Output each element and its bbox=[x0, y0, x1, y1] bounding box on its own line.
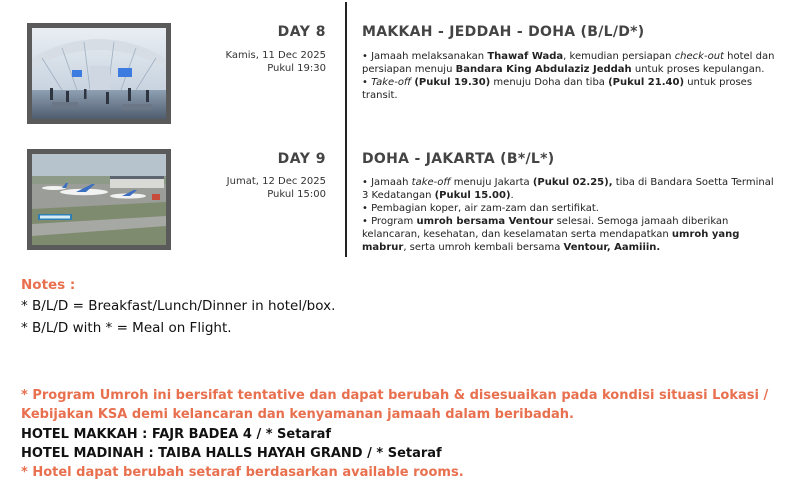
hotel-makkah: HOTEL MAKKAH : FAJR BADEA 4 / * Setaraf bbox=[21, 427, 332, 442]
column-divider bbox=[345, 2, 347, 257]
day-date: Jumat, 12 Dec 2025 bbox=[226, 176, 326, 187]
program-disclaimer: * Program Umroh ini bersifat tentative dan dapat berubah & disesuaikan pada kondisi situasi Lokasi / Kebijakan KSA demi kelancaran dan kenyamanan jamaah dalam beribadah. bbox=[21, 388, 769, 422]
day-date: Kamis, 11 Dec 2025 bbox=[225, 50, 326, 61]
airport-terminal-photo bbox=[27, 23, 171, 124]
note-line: * B/L/D with * = Meal on Flight. bbox=[21, 320, 232, 336]
airport-apron-image bbox=[32, 154, 166, 245]
hotel-note: * Hotel dapat berubah setaraf berdasarkan available rooms. bbox=[21, 465, 464, 480]
description-bullet: • Pembagian koper, air zam-zam dan sertifikat. bbox=[362, 203, 599, 214]
description-bullet: • Jamaah melaksanakan Thawaf Wada, kemudian persiapan check-out hotel dan persiapan menuju Bandara King Abdulaziz Jeddah untuk proses kepulangan. bbox=[362, 51, 775, 75]
day-time: Pukul 15:00 bbox=[267, 189, 326, 200]
description-bullet: • Take-off (Pukul 19.30) menuju Doha dan tiba (Pukul 21.40) untuk proses transit. bbox=[362, 77, 753, 101]
airport-terminal-image bbox=[32, 28, 166, 119]
day-time: Pukul 19:30 bbox=[267, 63, 326, 74]
description-bullet: • Jamaah take-off menuju Jakarta (Pukul 02.25), tiba di Bandara Soetta Terminal 3 Kedatangan (Pukul 15.00). bbox=[362, 177, 774, 201]
note-line: * B/L/D = Breakfast/Lunch/Dinner in hotel/box. bbox=[21, 298, 336, 314]
hotel-madinah: HOTEL MADINAH : TAIBA HALLS HAYAH GRAND / * Setaraf bbox=[21, 446, 442, 461]
description-bullet: • Program umroh bersama Ventour selesai. Semoga jamaah diberikan kelancaran, kesehatan, dan keselamatan serta mendapatkan umroh yang mabrur, serta umroh kembali bersama Ventour, Aamiiin. bbox=[362, 216, 740, 253]
airport-apron-photo bbox=[27, 149, 171, 250]
day-label: DAY 9 bbox=[277, 151, 326, 167]
notes-title: Notes : bbox=[21, 277, 76, 293]
day-description bbox=[362, 50, 782, 102]
route-title: MAKKAH - JEDDAH - DOHA (B/L/D*) bbox=[362, 24, 645, 40]
day-description bbox=[362, 176, 782, 254]
day-label: DAY 8 bbox=[277, 24, 326, 40]
route-title: DOHA - JAKARTA (B*/L*) bbox=[362, 151, 555, 167]
